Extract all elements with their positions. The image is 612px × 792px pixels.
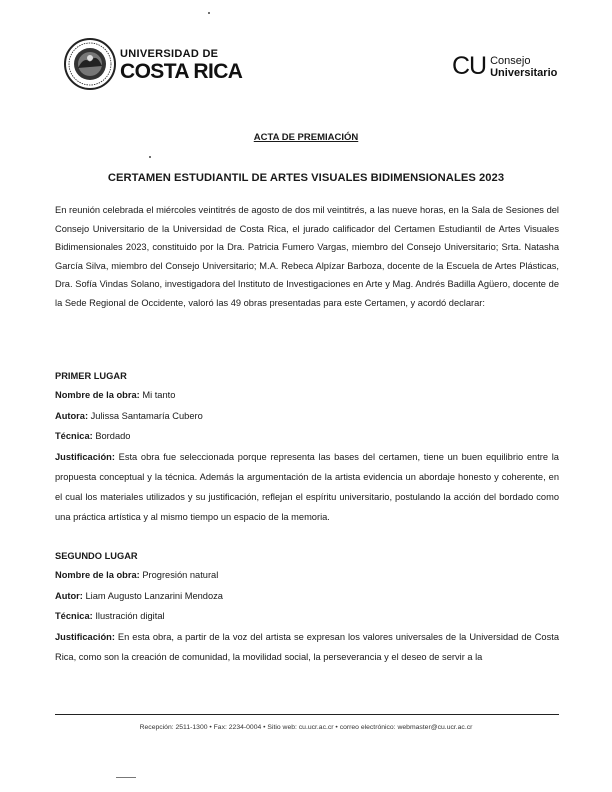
second-place-heading: SEGUNDO LUGAR: [55, 551, 138, 561]
author-label: Autor:: [55, 590, 83, 601]
scan-speck: [208, 12, 210, 14]
technique-value: Bordado: [95, 431, 131, 442]
intro-paragraph: En reunión celebrada el miércoles veintitrés de agosto de dos mil veintitrés, a las nueve horas, en la Sala de Sesiones del Consejo Universitario de la Universidad de Costa Rica, el jurado calificador del Certamen Estudiantil de Artes Visuales Bidimensionales 2023, constituido por la Dra. Patricia Fumero Vargas, miembro del Consejo Universitario; Srta. Natasha García Silva, miembro del Consejo Universitario; M.A. Rebeca Alpízar Barboza, docente de la Escuela de Artes Plásticas, Dra. Sofía Vindas Solano, investigadora del Instituto de Investigaciones en Arte y Mag. Andrés Badilla Agüero, docente de la Sede Regional de Occidente, valoró las 49 obras presentadas para este Certamen, y acordó declarar:: [55, 205, 559, 308]
work-label: Nombre de la obra:: [55, 390, 140, 400]
technique-label: Técnica:: [55, 431, 93, 442]
council-name-line2: Universitario: [490, 66, 558, 79]
author-label: Autora:: [55, 410, 89, 421]
justification-label: Justificación:: [55, 631, 115, 642]
second-work-line: [55, 565, 559, 586]
first-place-heading: PRIMER LUGAR: [55, 371, 127, 381]
first-work-line: [55, 385, 559, 406]
first-technique-line: [55, 426, 559, 447]
footer-divider: [55, 714, 559, 715]
scan-speck: [149, 156, 151, 158]
university-name: [120, 49, 242, 82]
first-author-line: [55, 406, 559, 427]
council-name-line1: Consejo: [490, 54, 531, 67]
first-justification: [55, 447, 559, 528]
university-seal-logo: [64, 38, 116, 90]
work-title: Mi tanto: [142, 390, 176, 400]
justification-text: Esta obra fue seleccionada porque representa las bases del certamen, tiene un buen equilibrio entre la propuesta conceptual y la técnica. Además la argumentación de la artista evidencia un abordaje honesto y coherente, en el cual los materiales utilizados y su justificación, reflejan el espíritu universitario, postulando la acción del bordado como una práctica artística y al mismo tiempo un espacio de la memoria.: [55, 451, 559, 523]
author-name: Julissa Santamaría Cubero: [90, 410, 203, 421]
council-logo: [452, 52, 557, 81]
university-name-line1: UNIVERSIDAD DE: [120, 48, 219, 60]
work-title: Progresión natural: [142, 570, 219, 580]
second-place-section: [55, 547, 559, 667]
scan-mark: [116, 777, 136, 778]
second-technique-line: [55, 606, 559, 627]
university-name-line2: COSTA RICA: [120, 60, 243, 83]
justification-text: En esta obra, a partir de la voz del artista se expresan los valores universales de la Universidad de Costa Rica, como son la creación de comunidad, la movilidad social, la perseverancia y el deseo de servir a la: [55, 631, 559, 662]
act-title: ACTA DE PREMIACIÓN: [253, 132, 359, 143]
second-justification: [55, 627, 559, 667]
second-author-line: [55, 586, 559, 607]
document-title: CERTAMEN ESTUDIANTIL DE ARTES VISUALES BIDIMENSIONALES 2023: [107, 172, 505, 184]
justification-label: Justificación:: [55, 451, 115, 462]
first-place-section: [55, 367, 559, 528]
work-label: Nombre de la obra:: [55, 570, 140, 580]
footer-contact: Recepción: 2511-1300 • Fax: 2234-0004 • Sitio web: cu.ucr.ac.cr • correo electrónico: webmaster@cu.ucr.ac.cr: [139, 724, 473, 731]
technique-value: Ilustración digital: [95, 611, 165, 622]
council-abbrev: CU: [452, 52, 487, 80]
technique-label: Técnica:: [55, 611, 93, 622]
council-name: [490, 55, 557, 79]
author-name: Liam Augusto Lanzarini Mendoza: [85, 590, 223, 601]
